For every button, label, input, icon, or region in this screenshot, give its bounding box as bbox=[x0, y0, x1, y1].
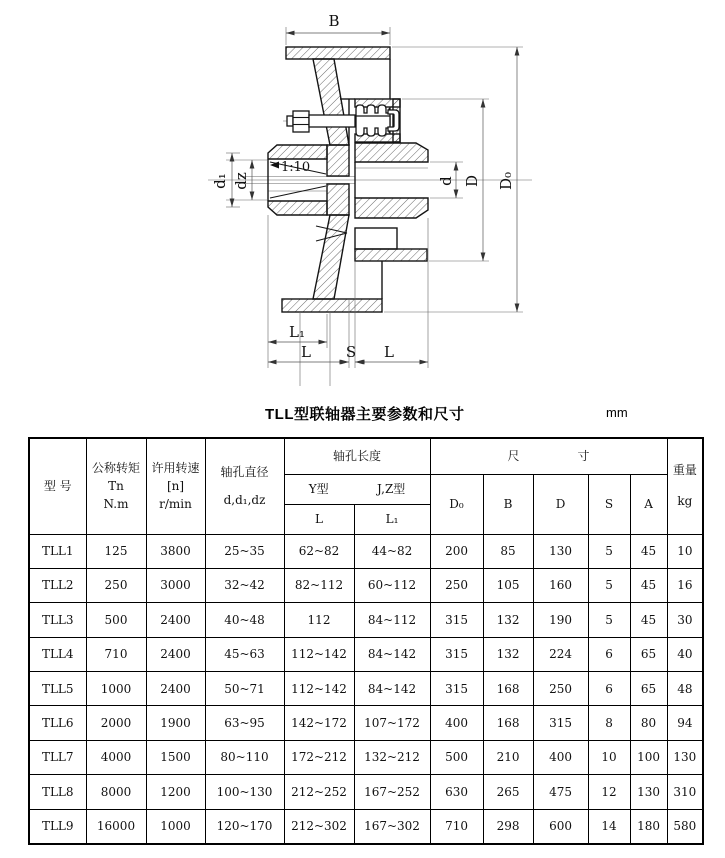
col-header-B: B bbox=[483, 474, 533, 534]
table-cell: 8 bbox=[588, 706, 630, 740]
table-row bbox=[29, 706, 703, 740]
table-row bbox=[29, 568, 703, 602]
table-cell: 100 bbox=[630, 740, 667, 774]
table-cell: 105 bbox=[483, 568, 533, 602]
table-cell: 82~112 bbox=[284, 568, 354, 602]
table-cell: 3800 bbox=[146, 534, 205, 568]
table-cell: 710 bbox=[86, 637, 146, 671]
table-cell: 580 bbox=[667, 809, 703, 843]
table-cell: 12 bbox=[588, 775, 630, 809]
table-row bbox=[29, 534, 703, 568]
dims-char-1: 尺 bbox=[507, 449, 520, 464]
dim-label-d: d bbox=[437, 176, 455, 186]
table-cell: 212~252 bbox=[284, 775, 354, 809]
table-title: TLL型联轴器主要参数和尺寸 bbox=[265, 406, 465, 423]
right-hub-section bbox=[355, 143, 428, 218]
col-header-bore-types bbox=[284, 474, 430, 504]
table-cell: 710 bbox=[430, 809, 483, 843]
table-cell: 112~142 bbox=[284, 672, 354, 706]
table-cell: 600 bbox=[533, 809, 588, 843]
table-cell: 112 bbox=[284, 603, 354, 637]
table-cell: 167~252 bbox=[354, 775, 430, 809]
table-cell: 142~172 bbox=[284, 706, 354, 740]
table-cell: 84~142 bbox=[354, 672, 430, 706]
table-row bbox=[29, 637, 703, 671]
speed-symbol: [n] bbox=[166, 479, 185, 494]
table-cell: 630 bbox=[430, 775, 483, 809]
table-cell: 112~142 bbox=[284, 637, 354, 671]
table-cell: 10 bbox=[667, 534, 703, 568]
torque-name: 公称转矩 bbox=[91, 461, 140, 476]
table-cell: 50~71 bbox=[205, 672, 284, 706]
table-row bbox=[29, 775, 703, 809]
table-cell: 310 bbox=[667, 775, 703, 809]
table-row bbox=[29, 809, 703, 843]
dim-label-D0: D₀ bbox=[497, 171, 515, 191]
table-cell: 84~112 bbox=[354, 603, 430, 637]
col-header-torque bbox=[86, 438, 146, 534]
table-cell: 48 bbox=[667, 672, 703, 706]
speed-name: 许用转速 bbox=[151, 461, 200, 476]
table-cell: 1900 bbox=[146, 706, 205, 740]
table-cell: 250 bbox=[86, 568, 146, 602]
col-header-L1: L₁ bbox=[354, 504, 430, 534]
table-cell: 132 bbox=[483, 603, 533, 637]
table-cell: 45 bbox=[630, 568, 667, 602]
table-cell: 315 bbox=[430, 603, 483, 637]
col-header-S: S bbox=[588, 474, 630, 534]
bore-dia-name: 轴孔直径 bbox=[220, 465, 269, 480]
table-cell: 5 bbox=[588, 568, 630, 602]
table-cell: 500 bbox=[86, 603, 146, 637]
table-cell: 160 bbox=[533, 568, 588, 602]
table-cell: 315 bbox=[430, 672, 483, 706]
table-cell: 3000 bbox=[146, 568, 205, 602]
table-cell: 60~112 bbox=[354, 568, 430, 602]
table-cell: 94 bbox=[667, 706, 703, 740]
table-row bbox=[29, 603, 703, 637]
table-cell: 120~170 bbox=[205, 809, 284, 843]
table-cell: 25~35 bbox=[205, 534, 284, 568]
dims-char-2: 寸 bbox=[577, 449, 590, 464]
title-row bbox=[0, 400, 725, 426]
table-cell: 125 bbox=[86, 534, 146, 568]
table-cell: 16 bbox=[667, 568, 703, 602]
table-cell: 40~48 bbox=[205, 603, 284, 637]
table-row bbox=[29, 672, 703, 706]
table-cell: 4000 bbox=[86, 740, 146, 774]
table-cell: 16000 bbox=[86, 809, 146, 843]
dim-label-B: B bbox=[328, 12, 340, 30]
table-cell: 10 bbox=[588, 740, 630, 774]
table-cell: TLL3 bbox=[29, 603, 86, 637]
table-cell: 400 bbox=[533, 740, 588, 774]
table-cell: 45~63 bbox=[205, 637, 284, 671]
unit-label: mm bbox=[606, 405, 628, 420]
table-cell: 315 bbox=[430, 637, 483, 671]
table-cell: 210 bbox=[483, 740, 533, 774]
table-cell: 1500 bbox=[146, 740, 205, 774]
col-header-dimensions bbox=[430, 438, 667, 474]
table-cell: TLL9 bbox=[29, 809, 86, 843]
table-cell: 30 bbox=[667, 603, 703, 637]
table-cell: 8000 bbox=[86, 775, 146, 809]
table-cell: 168 bbox=[483, 706, 533, 740]
table-cell: 130 bbox=[667, 740, 703, 774]
table-cell: 107~172 bbox=[354, 706, 430, 740]
table-cell: TLL2 bbox=[29, 568, 86, 602]
col-header-L: L bbox=[284, 504, 354, 534]
col-header-model: 型 号 bbox=[29, 438, 86, 534]
table-cell: 500 bbox=[430, 740, 483, 774]
coupling-section-drawing bbox=[0, 0, 725, 400]
table-cell: 2400 bbox=[146, 672, 205, 706]
bore-dia-symbol: d,d₁,dz bbox=[223, 493, 266, 508]
table-cell: 63~95 bbox=[205, 706, 284, 740]
taper-label: 1:10 bbox=[281, 160, 311, 175]
table-cell: 5 bbox=[588, 534, 630, 568]
table-cell: TLL6 bbox=[29, 706, 86, 740]
table-cell: 250 bbox=[533, 672, 588, 706]
table-cell: 132 bbox=[483, 637, 533, 671]
table-cell: 224 bbox=[533, 637, 588, 671]
table-cell: 5 bbox=[588, 603, 630, 637]
table-cell: 84~142 bbox=[354, 637, 430, 671]
table-cell: TLL1 bbox=[29, 534, 86, 568]
table-cell: 62~82 bbox=[284, 534, 354, 568]
table-cell: TLL8 bbox=[29, 775, 86, 809]
weight-name: 重量 bbox=[672, 463, 697, 478]
table-cell: 100~130 bbox=[205, 775, 284, 809]
table-cell: 85 bbox=[483, 534, 533, 568]
col-header-bore-diameter bbox=[205, 438, 284, 534]
table-cell: 1000 bbox=[86, 672, 146, 706]
table-cell: 1000 bbox=[146, 809, 205, 843]
table-cell: 45 bbox=[630, 534, 667, 568]
dim-label-L-left: L bbox=[301, 343, 311, 361]
table-cell: 2000 bbox=[86, 706, 146, 740]
table-cell: 1200 bbox=[146, 775, 205, 809]
table-cell: 315 bbox=[533, 706, 588, 740]
table-cell: 65 bbox=[630, 637, 667, 671]
table-cell: 2400 bbox=[146, 603, 205, 637]
dim-label-D: D bbox=[463, 174, 481, 188]
table-row bbox=[29, 740, 703, 774]
table-cell: 168 bbox=[483, 672, 533, 706]
table-cell: 167~302 bbox=[354, 809, 430, 843]
table-cell: 475 bbox=[533, 775, 588, 809]
table-cell: 132~212 bbox=[354, 740, 430, 774]
header-row-1 bbox=[29, 438, 703, 474]
table-cell: TLL7 bbox=[29, 740, 86, 774]
table-cell: 14 bbox=[588, 809, 630, 843]
table-cell: 172~212 bbox=[284, 740, 354, 774]
brake-wheel-section bbox=[282, 47, 390, 312]
torque-symbol: Tn bbox=[108, 479, 124, 494]
table-cell: 45 bbox=[630, 603, 667, 637]
table-cell: 6 bbox=[588, 672, 630, 706]
table-cell: 6 bbox=[588, 637, 630, 671]
table-cell: 180 bbox=[630, 809, 667, 843]
table-cell: 130 bbox=[630, 775, 667, 809]
torque-unit: N.m bbox=[103, 497, 129, 512]
weight-unit: kg bbox=[677, 494, 693, 509]
table-cell: 65 bbox=[630, 672, 667, 706]
table-cell: 400 bbox=[430, 706, 483, 740]
table-cell: 212~302 bbox=[284, 809, 354, 843]
table-cell: 80 bbox=[630, 706, 667, 740]
dim-label-dz: dz bbox=[232, 172, 250, 190]
table-cell: 190 bbox=[533, 603, 588, 637]
table-cell: 40 bbox=[667, 637, 703, 671]
table-cell: TLL4 bbox=[29, 637, 86, 671]
col-header-D: D bbox=[533, 474, 588, 534]
table-cell: 2400 bbox=[146, 637, 205, 671]
col-header-bore-length: 轴孔长度 bbox=[284, 438, 430, 474]
table-cell: 130 bbox=[533, 534, 588, 568]
col-header-speed bbox=[146, 438, 205, 534]
table-cell: 32~42 bbox=[205, 568, 284, 602]
coupling-spec-table bbox=[28, 437, 704, 845]
table-cell: 200 bbox=[430, 534, 483, 568]
table-body bbox=[29, 534, 703, 844]
dim-label-S: S bbox=[345, 343, 357, 361]
dim-label-d1: d₁ bbox=[211, 173, 229, 189]
col-header-A: A bbox=[630, 474, 667, 534]
spring-housing-section bbox=[355, 99, 400, 142]
table-cell: 265 bbox=[483, 775, 533, 809]
jz-type-label: J,Z型 bbox=[377, 481, 406, 496]
y-type-label: Y型 bbox=[308, 481, 329, 496]
table-cell: 80~110 bbox=[205, 740, 284, 774]
dim-label-L-right: L bbox=[384, 343, 394, 361]
col-header-D0: D₀ bbox=[430, 474, 483, 534]
dim-label-L1: L₁ bbox=[289, 323, 305, 341]
table-cell: 298 bbox=[483, 809, 533, 843]
col-header-weight bbox=[667, 438, 703, 534]
table-cell: TLL5 bbox=[29, 672, 86, 706]
table-cell: 250 bbox=[430, 568, 483, 602]
speed-unit: r/min bbox=[159, 497, 192, 512]
table-cell: 44~82 bbox=[354, 534, 430, 568]
